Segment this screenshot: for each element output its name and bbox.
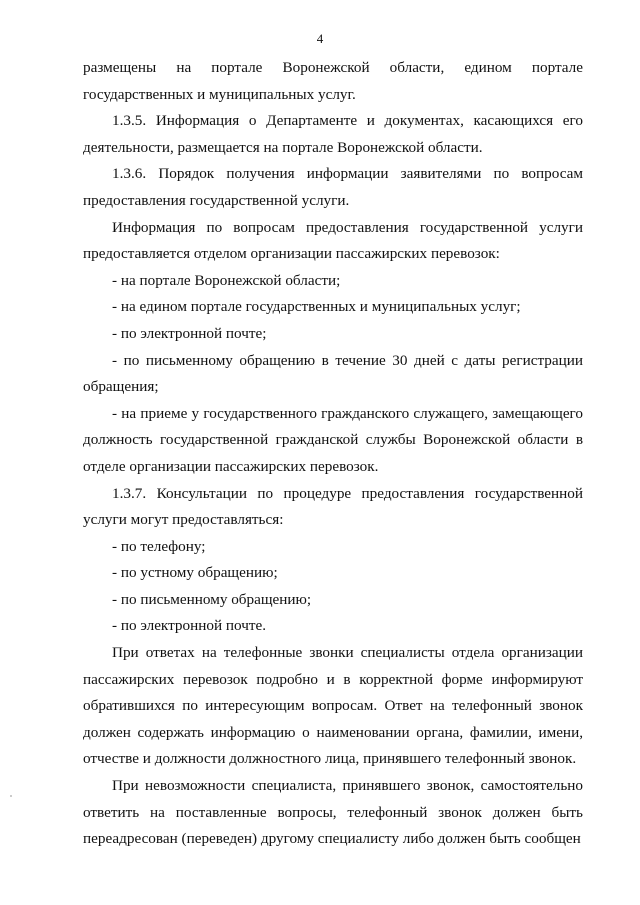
list-item-email-consult: - по электронной почте.: [112, 617, 267, 635]
paragraph-continuation: размещены на портале Воронежской области, едином портале государственных и муниципальных услуг.: [83, 59, 583, 103]
list-item-portal: - на портале Воронежской области;: [112, 271, 341, 289]
page-number: 4: [316, 31, 324, 46]
scan-speck: [10, 795, 12, 797]
list-item-written: - по письменному обращению;: [112, 590, 312, 608]
list-item-phone: - по телефону;: [112, 537, 206, 555]
list-item-oral-request: - по устному обращению;: [112, 564, 278, 582]
paragraph-phone-answers: При ответах на телефонные звонки специалисты отдела организации пассажирских перевозок подробно и в корректной форме информируют обратившихся по интересующим вопросам. Ответ на телефонный звонок должен содержать информацию о наименовании органа, фамилии, имени, отчестве и должности должностного лица, принявшего телефонный звонок.: [83, 644, 583, 768]
paragraph-1-3-7: 1.3.7. Консультации по процедуре предоставления государственной услуги могут предоставляться:: [83, 484, 583, 529]
paragraph-info-intro: Информация по вопросам предоставления государственной услуги предоставляется отделом организации пассажирских перевозок:: [83, 218, 583, 263]
paragraph-1-3-5: 1.3.5. Информация о Департаменте и документах, касающихся его деятельности, размещается на портале Воронежской области.: [83, 112, 583, 156]
list-item-unified-portal: - на едином портале государственных и муниципальных услуг;: [112, 298, 521, 316]
list-item-email: - по электронной почте;: [112, 324, 267, 342]
list-item-reception: - на приеме у государственного гражданского служащего, замещающего должность государственной гражданской службы Воронежской области в отделе организации пассажирских перевозок.: [83, 404, 583, 475]
document-body: [83, 55, 583, 853]
paragraph-1-3-6: 1.3.6. Порядок получения информации заявителями по вопросам предоставления государственной услуги.: [83, 165, 583, 209]
list-item-written-request: - по письменному обращению в течение 30 дней с даты регистрации обращения;: [83, 351, 583, 396]
paragraph-redirect: При невозможности специалиста, принявшего звонок, самостоятельно ответить на поставленные вопросы, телефонный звонок должен быть переадресован (переведен) другому специалисту либо должен быть сообщен: [83, 777, 583, 848]
